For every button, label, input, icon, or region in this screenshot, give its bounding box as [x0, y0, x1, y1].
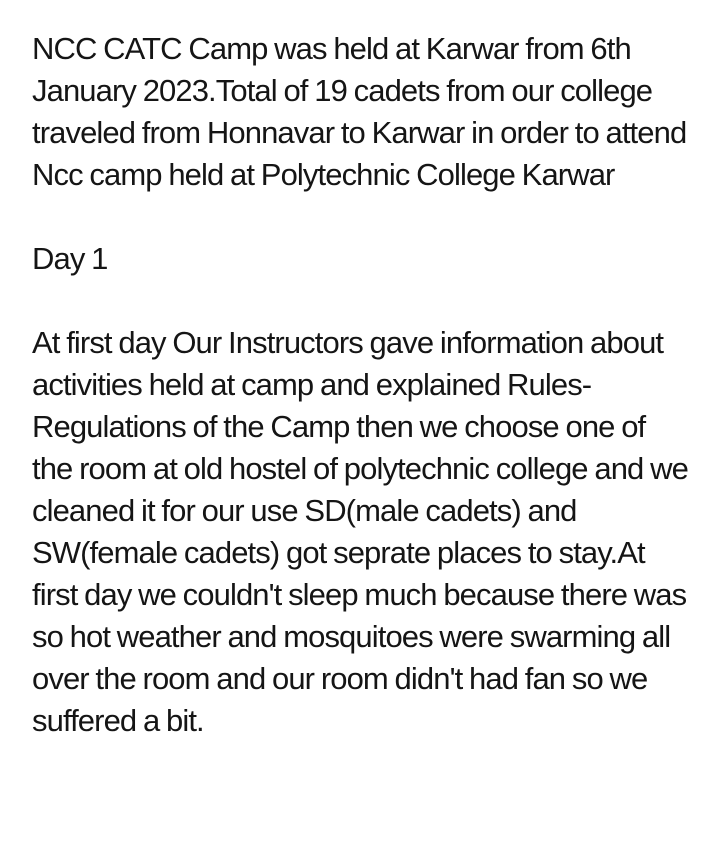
note-content — [32, 28, 692, 742]
intro-paragraph: NCC CATC Camp was held at Karwar from 6th January 2023.Total of 19 cadets from our college traveled from Honnavar to Karwar in order to attend Ncc camp held at Polytechnic College Karwar — [32, 31, 687, 192]
day-heading: Day 1 — [32, 241, 108, 276]
paragraph-spacer — [32, 280, 692, 322]
day1-paragraph: At first day Our Instructors gave information about activities held at camp and explained Rules-Regulations of the Camp then we choose one of the room at old hostel of polytechnic college and we cleaned it for our use SD(male cadets) and SW(female cadets) got seprate places to stay.At first day we couldn't sleep much because there was so hot weather and mosquitoes were swarming all over the room and our room didn't had fan so we suffered a bit. — [32, 325, 688, 738]
paragraph-spacer — [32, 196, 692, 238]
